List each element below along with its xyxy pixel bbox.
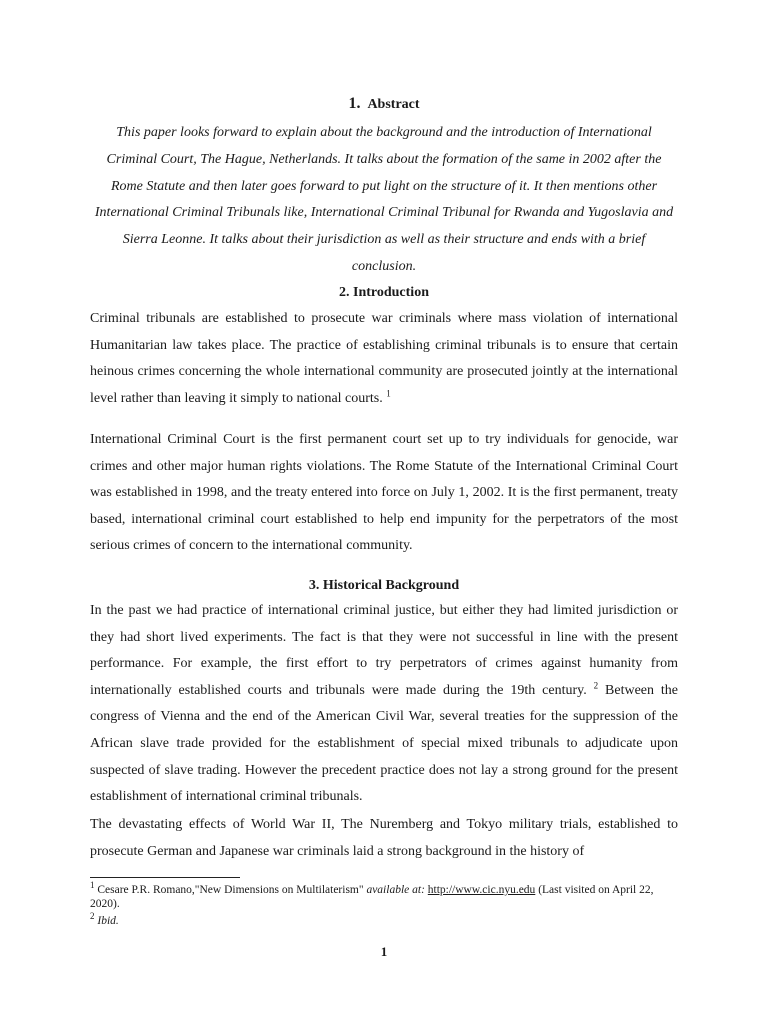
- historical-paragraph-1: [90, 598, 678, 811]
- footnote-1: [90, 880, 678, 911]
- footnote-2: [90, 911, 678, 928]
- footnote-separator: [90, 877, 240, 878]
- introduction-paragraph-2: International Criminal Court is the first permanent court set up to try individuals for genocide, war crimes and other major human rights violations. The Rome Statute of the International Criminal Court was established in 1998, and the treaty entered into force on July 1, 2002. It is the first permanent, treaty based, international criminal court established to help end impunity for the perpetrators of the most serious crimes of concern to the international community.: [90, 432, 678, 554]
- historical-paragraph-1-text-b: Between the congress of Vienna and the end of the American Civil War, several treaties for the suppression of the African slave trade provided for the establishment of special mixed tribunals to adjudicate upon suspected of slave trading. However the precedent practice does not lay a strong ground for the present establishment of international criminal tribunals.: [90, 682, 678, 805]
- introduction-heading: 2. Introduction: [339, 285, 429, 300]
- footnote-ref-2[interactable]: 2: [593, 680, 599, 691]
- footnote-2-mark: 2: [90, 911, 95, 922]
- abstract-heading-number: 1.: [348, 95, 361, 112]
- abstract-heading-label: Abstract: [367, 97, 420, 112]
- footnote-ref-1[interactable]: 1: [386, 388, 391, 399]
- historical-paragraph-2: The devastating effects of World War II, The Nuremberg and Tokyo military trials, established to prosecute German and Japanese war criminals laid a strong background in the history of: [90, 817, 678, 859]
- introduction-paragraph-1-text: Criminal tribunals are established to prosecute war criminals where mass violation of international Humanitarian law takes place. The practice of establishing criminal tribunals is to ensure that certain heinous crimes concerning the whole international community are prosecuted jointly at the international level rather than leaving it simply to national courts.: [90, 311, 678, 406]
- footnote-1-available-at: available at:: [366, 884, 425, 896]
- footnote-1-author: Cesare P.R. Romano,"New Dimensions on Multilaterism": [97, 884, 364, 896]
- page-number: 1: [380, 944, 388, 959]
- historical-paragraph-1-text-a: In the past we had practice of international criminal justice, but either they had limited jurisdiction or they had short lived experiments. The fact is that they were not successful in line with the present performance. For example, the first effort to try perpetrators of crimes against humanity from internationally established courts and tribunals were made during the 19th century.: [90, 603, 678, 698]
- footnote-1-link[interactable]: http://www.cic.nyu.edu: [427, 884, 536, 896]
- historical-background-heading: 3. Historical Background: [308, 578, 460, 593]
- abstract-text: This paper looks forward to explain about the background and the introduction of International Criminal Court, The Hague, Netherlands. It talks about the formation of the same in 2002 after the Rome Statute and then later goes forward to put light on the structure of it. It then mentions other International Criminal Tribunals like, International Criminal Tribunal for Rwanda and Yugoslavia and Sierra Leonne. It talks about their jurisdiction as well as their structure and ends with a brief conclusion.: [94, 125, 674, 274]
- abstract-heading: [90, 94, 678, 115]
- introduction-paragraph-1: [90, 306, 678, 412]
- footnote-1-tail: (Last visited on April 22, 2020).: [90, 884, 654, 910]
- footnote-2-text: Ibid.: [97, 915, 119, 927]
- footnote-1-mark: 1: [90, 880, 95, 891]
